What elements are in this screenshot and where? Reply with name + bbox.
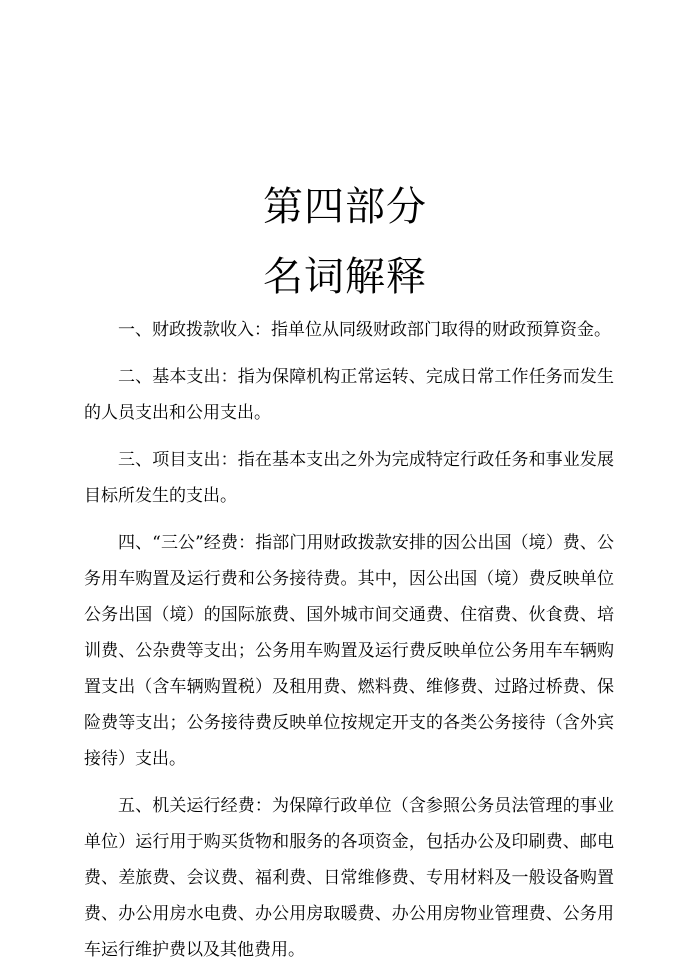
paragraph-agency-operating-expenses: 五、机关运行经费：为保障行政单位（含参照公务员法管理的事业单位）运行用于购买货物和服务的各项资金，包括办公及印刷费、邮电费、差旅费、会议费、福利费、日常维修费、专用材料及一般设备购置费、办公用房水电费、办公用房取暖费、办公用房物业管理费、公务用车运行维护费以及其他费用。 [84, 796, 614, 960]
paragraph-fiscal-appropriation-income: 一、财政拨款收入：指单位从同级财政部门取得的财政预算资金。 [118, 320, 611, 340]
paragraph-three-public-expenses: 四、“三公”经费：指部门用财政拨款安排的因公出国（境）费、公务用车购置及运行费和公务接待费。其中，因公出国（境）费反映单位公务出国（境）的国际旅费、国外城市间交通费、住宿费、伙食费、培训费、公杂费等支出；公务用车购置及运行费反映单位公务用车车辆购置支出（含车辆购置税）及租用费、燃料费、维修费、过路过桥费、保险费等支出；公务接待费反映单位按规定开支的各类公务接待（含外宾接待）支出。 [84, 533, 614, 769]
document-body [84, 312, 614, 979]
paragraph-project-expenditure: 三、项目支出：指在基本支出之外为完成特定行政任务和事业发展目标所发生的支出。 [84, 450, 614, 506]
paragraph-basic-expenditure: 二、基本支出：指为保障机构正常运转、完成日常工作任务而发生的人员支出和公用支出。 [84, 367, 614, 423]
section-title: 第四部分 [263, 184, 427, 230]
section-subtitle: 名词解释 [263, 254, 427, 300]
